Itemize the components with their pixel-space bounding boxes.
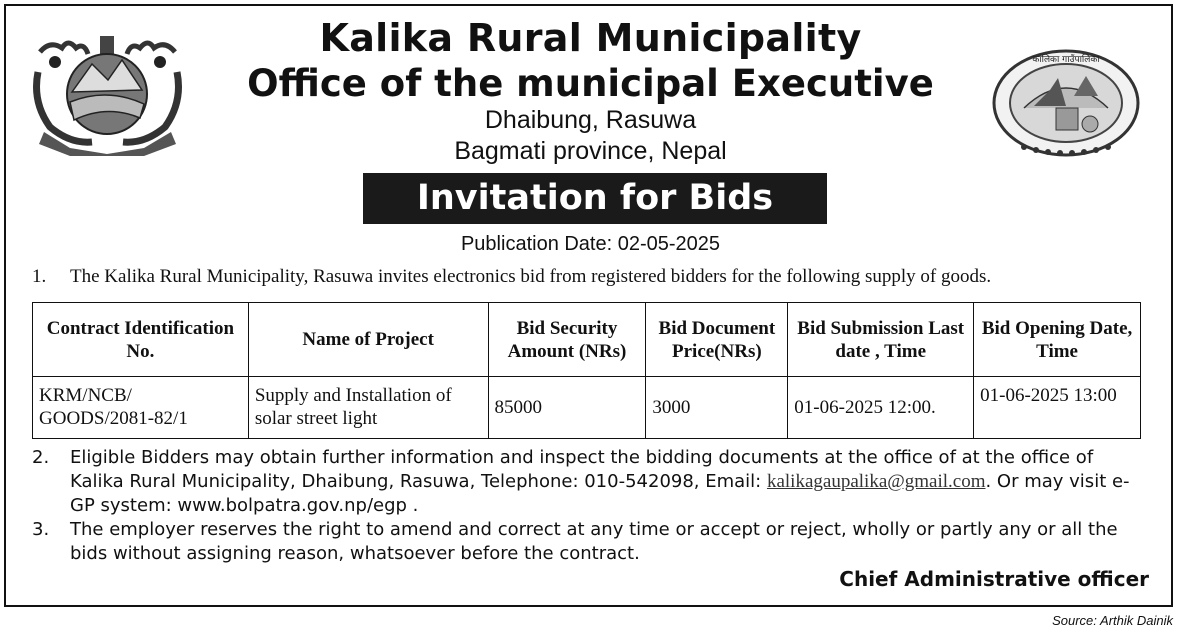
clause-2-text-end: . Or may visit e-GP system: www.bolpatra.gov.np/egp . — [70, 471, 1130, 516]
table-row — [33, 377, 1141, 439]
address-line-2: Bagmati province, Nepal — [454, 137, 727, 165]
clause-2-text: Eligible Bidders may obtain further information and inspect the bidding documents at the office of at the office of Kalika Rural Municipality, Dhaibung, Rasuwa, Telephone: 010-542098, Email: — [70, 447, 1094, 492]
table-header-row — [33, 303, 1141, 377]
cell-contract-id: KRM/NCB/ GOODS/2081-82/1 — [33, 377, 249, 439]
header-submission-deadline: Bid Submission Last date , Time — [788, 303, 974, 377]
clause-3-text: The employer reserves the right to amend and correct at any time or accept or reject, wholly or partly any or all the bids without assigning reason, whatsoever before the contract. — [70, 519, 1118, 564]
clause-3 — [32, 518, 1150, 566]
source-credit: Source: Arthik Dainik — [1052, 613, 1173, 628]
bids-table — [32, 302, 1141, 439]
clause-1 — [32, 266, 991, 288]
address-line-1: Dhaibung, Rasuwa — [484, 106, 697, 134]
header-contract-id: Contract Identification No. — [33, 303, 249, 377]
signatory-title: Chief Administrative officer — [839, 567, 1149, 591]
invitation-banner: Invitation for Bids — [363, 173, 827, 224]
clause-2-number: 2. — [32, 447, 50, 468]
header-document-price: Bid Document Price(NRs) — [646, 303, 788, 377]
municipality-title: Kalika Rural Municipality — [319, 16, 862, 60]
header-bid-security: Bid Security Amount (NRs) — [488, 303, 646, 377]
cell-bid-security: 85000 — [488, 377, 646, 439]
cell-opening-date: 01-06-2025 13:00 — [974, 377, 1141, 439]
header-opening-date: Bid Opening Date, Time — [974, 303, 1141, 377]
clause-1-number: 1. — [32, 266, 47, 287]
clause-3-number: 3. — [32, 519, 50, 540]
cell-project-name: Supply and Installation of solar street light — [248, 377, 488, 439]
clause-2 — [32, 446, 1150, 518]
cell-document-price: 3000 — [646, 377, 788, 439]
office-subtitle: Office of the municipal Executive — [247, 62, 934, 105]
email-link[interactable]: kalikagaupalika@gmail.com — [766, 471, 986, 492]
cell-submission-deadline: 01-06-2025 12:00. — [788, 377, 974, 439]
publication-date: Publication Date: 02-05-2025 — [460, 233, 721, 255]
clause-1-text: The Kalika Rural Municipality, Rasuwa invites electronics bid from registered bidders for the following supply of goods. — [70, 266, 992, 287]
seal-text: कालिका गाउँपालिका — [1032, 55, 1100, 65]
header-project-name: Name of Project — [248, 303, 488, 377]
